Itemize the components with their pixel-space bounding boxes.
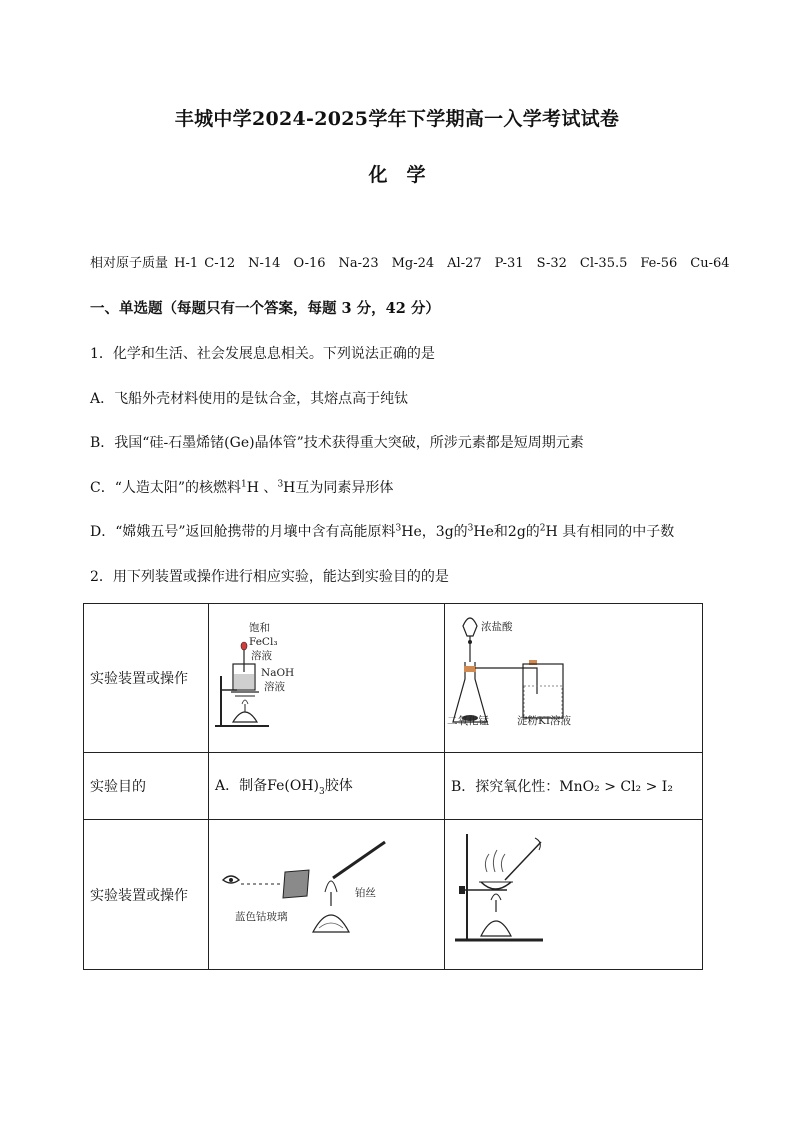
fig-b-label-2: 二氧化锰 (447, 715, 489, 727)
fig-a-label-2: FeCl₃ (249, 636, 278, 648)
purpose-b (445, 753, 703, 820)
purpose-b-formula: MnO₂ > Cl₂ > I₂ (559, 779, 673, 795)
purpose-b-text: B．探究氧化性： (451, 779, 560, 795)
fig-a-label-3: 溶液 (251, 650, 272, 662)
question-1-option-a: A．飞船外壳材料使用的是钛合金，其熔点高于纯钛 (90, 391, 409, 407)
question-1-stem: 1．化学和生活、社会发展息息相关。下列说法正确的是 (90, 346, 435, 362)
figure-b-oxidation (445, 604, 703, 753)
purpose-a-formula: Fe(OH) (267, 778, 319, 795)
figure-c-flame-test (209, 820, 445, 970)
document-title: 丰城中学2024-2025学年下学期高一入学考试试卷 (174, 108, 620, 130)
figure-d-evaporation (445, 820, 703, 970)
option-c-text: C．“人造太阳”的核燃料 (90, 480, 242, 496)
purpose-a-text: A．制备 (215, 778, 268, 795)
section-heading: 一、单选题（每题只有一个答案，每题 3 分，42 分） (90, 300, 440, 317)
row3-label: 实验装置或操作 (84, 820, 209, 970)
fig-a-label-5: 溶液 (264, 681, 285, 693)
option-d-he: He， (401, 524, 436, 540)
subject-title: 化 学 (368, 164, 426, 186)
experiment-table (83, 603, 703, 970)
atomic-masses: 相对原子质量 H-1 C-12 N-14 O-16 Na-23 Mg-24 Al-27 P-31 S-32 Cl-35.5 Fe-56 Cu-64 (90, 256, 730, 271)
figure-a-colloid (209, 604, 445, 753)
option-d-tail: H 具有相同的中子数 (545, 524, 675, 540)
row2-label: 实验目的 (84, 753, 209, 820)
question-1-option-b: B．我国“硅-石墨烯锗(Ge)晶体管”技术获得重大突破，所涉元素都是短周期元素 (90, 435, 584, 451)
fig-a-label-1: 饱和 (249, 622, 270, 634)
option-d-g1: g的 (444, 524, 468, 540)
question-1-option-c: C．“人造太阳”的核燃料$^1$H 、$^3$H互为同素异形体 (90, 479, 394, 496)
purpose-a-tail: 胶体 (324, 778, 353, 795)
option-c-tail: H互为同素异形体 (283, 480, 394, 496)
fig-b-label-1: 浓盐酸 (481, 621, 513, 633)
option-d-he2: He和 (473, 524, 508, 540)
question-2-stem: 2．用下列装置或操作进行相应实验，能达到实验目的的是 (90, 569, 449, 585)
purpose-a: A．制备$Fe(OH)_3$胶体 (209, 753, 445, 820)
fig-c-label-2: 铂丝 (355, 887, 376, 899)
fig-a-label-4: NaOH (261, 667, 295, 679)
question-1-option-d: D．“嫦娥五号”返回舱携带的月壤中含有高能原料$^3$He，3g的$^3$He和2g的$^2$H 具有相同的中子数 (90, 523, 675, 540)
option-d-g2: g的 (516, 524, 540, 540)
fig-b-label-3: 淀粉KI溶液 (517, 715, 571, 727)
option-d-text: D．“嫦娥五号”返回舱携带的月壤中含有高能原料 (90, 524, 396, 540)
fig-c-label-1: 蓝色钴玻璃 (235, 911, 288, 923)
row1-label: 实验装置或操作 (84, 604, 209, 753)
option-c-mid: H 、 (246, 480, 278, 496)
